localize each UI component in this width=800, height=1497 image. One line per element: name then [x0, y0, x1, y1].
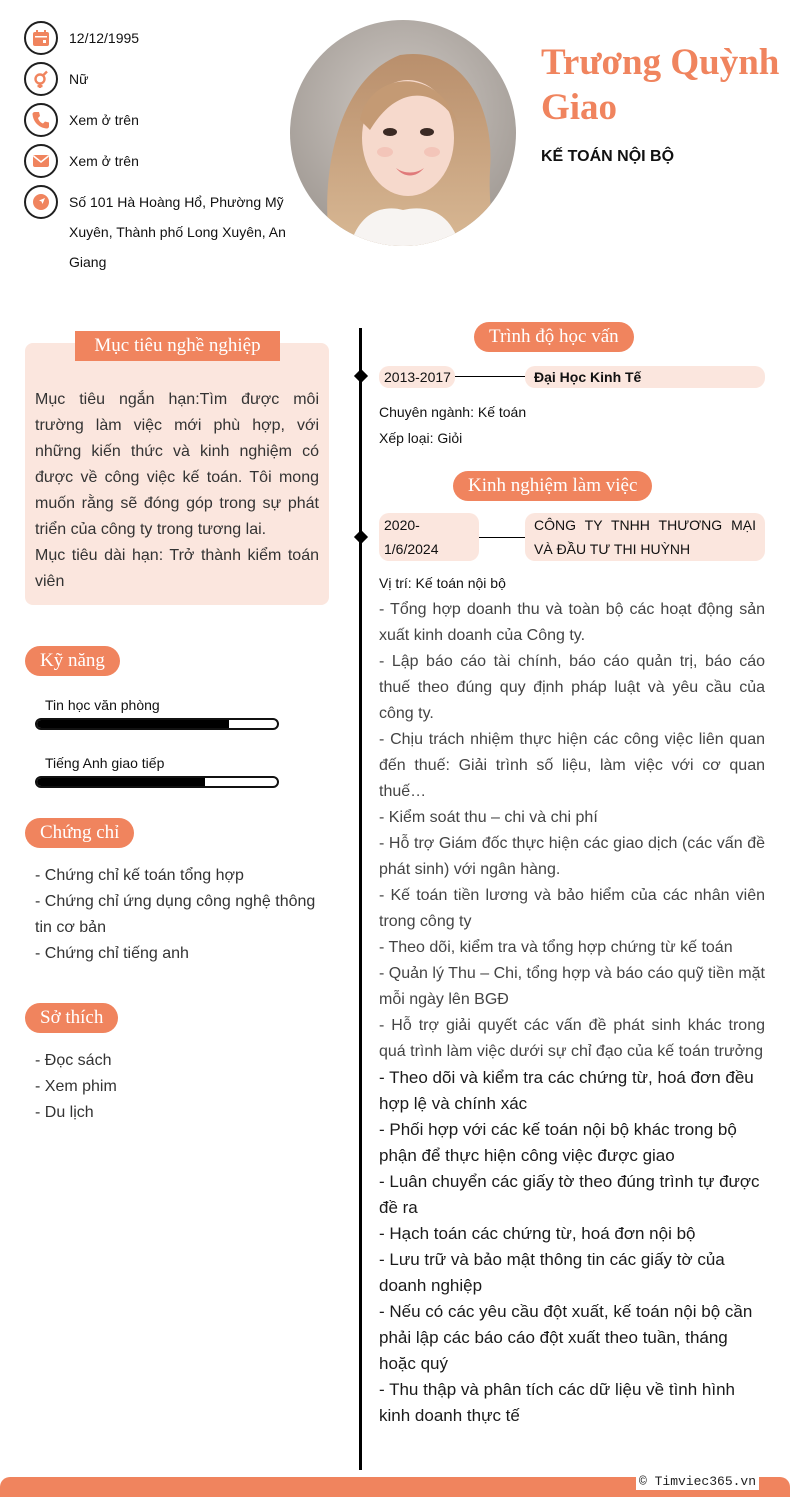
- contact-gender: [24, 62, 294, 96]
- contact-address: [24, 185, 294, 277]
- gender-text: Nữ: [69, 71, 89, 87]
- skill-label: Tin học văn phòng: [45, 697, 160, 713]
- job-title: KẾ TOÁN NỘI BỘ: [541, 148, 675, 165]
- duty-item: - Hạch toán các chứng từ, hoá đơn nội bộ: [379, 1224, 696, 1243]
- avatar: [290, 20, 516, 246]
- education-rank: Xếp loại: Giỏi: [379, 430, 463, 446]
- list-item: - Xem phim: [35, 1078, 117, 1095]
- calendar-icon: [24, 21, 58, 55]
- experience-role: Vị trí: Kế toán nội bộ: [379, 575, 506, 591]
- education-title: Trình độ học vấn: [474, 322, 634, 352]
- duty-item: - Hỗ trợ giải quyết các vấn đề phát sinh khác trong quá trình làm việc dưới sự chỉ đạo của kế toán trưởng: [379, 1017, 765, 1060]
- portrait-image: [290, 20, 516, 246]
- contact-birthday: [24, 21, 294, 55]
- experience-duties: [379, 597, 765, 1429]
- timeline-connector: [479, 537, 525, 538]
- list-item: - Chứng chỉ ứng dụng công nghệ thông tin cơ bản: [35, 893, 316, 936]
- location-icon: [24, 185, 58, 219]
- timeline-line: [359, 328, 362, 1470]
- skill-bar-fill: [37, 720, 229, 728]
- duty-item: - Thu thập và phân tích các dữ liệu về tình hình kinh doanh thực tế: [379, 1380, 736, 1425]
- list-item: - Du lịch: [35, 1104, 94, 1121]
- duty-item: - Tổng hợp doanh thu và toàn bộ các hoạt động sản xuất kinh doanh của Công ty.: [379, 601, 765, 644]
- objective-text: [35, 387, 319, 595]
- skills-title: Kỹ năng: [25, 646, 120, 676]
- objective-long-term: Mục tiêu dài hạn: Trở thành kiểm toán viên: [35, 547, 319, 590]
- phone-text: Xem ở trên: [69, 112, 139, 128]
- candidate-name: Trương Quỳnh Giao: [541, 42, 780, 128]
- certificates-title: Chứng chỉ: [25, 818, 134, 848]
- email-icon: [24, 144, 58, 178]
- footer-copyright: © Timviec365.vn: [636, 1474, 759, 1490]
- duty-item: - Lưu trữ và bảo mật thông tin các giấy tờ của doanh nghiệp: [379, 1250, 725, 1295]
- hobbies-title: Sở thích: [25, 1003, 118, 1033]
- skill-label: Tiếng Anh giao tiếp: [45, 755, 165, 771]
- experience-title: Kinh nghiệm làm việc: [453, 471, 652, 501]
- list-item: - Chứng chỉ tiếng anh: [35, 945, 189, 962]
- skill-bar: [35, 718, 279, 730]
- objective-title: Mục tiêu nghề nghiệp: [75, 331, 280, 361]
- birthday-text: 12/12/1995: [69, 30, 140, 46]
- timeline-marker: [354, 369, 368, 383]
- hobbies-list: [35, 1048, 325, 1126]
- education-period: 2013-2017: [379, 366, 455, 388]
- certificates-list: [35, 863, 325, 967]
- education-school: Đại Học Kinh Tế: [525, 366, 765, 388]
- experience-period-end: 1/6/2024: [384, 541, 439, 557]
- duty-item: - Nếu có các yêu cầu đột xuất, kế toán nội bộ cần phải lập các báo cáo đột xuất theo tuần, tháng hoặc quý: [379, 1302, 753, 1373]
- phone-icon: [24, 103, 58, 137]
- address-text: Số 101 Hà Hoàng Hổ, Phường Mỹ Xuyên, Thành phố Long Xuyên, An Giang: [69, 194, 286, 270]
- skill-bar: [35, 776, 279, 788]
- contact-email: [24, 144, 294, 178]
- gender-icon: [24, 62, 58, 96]
- skill-bar-fill: [37, 778, 205, 786]
- timeline-connector: [455, 376, 525, 377]
- duty-item: - Theo dõi, kiểm tra và tổng hợp chứng từ kế toán: [379, 939, 733, 956]
- education-major: Chuyên ngành: Kế toán: [379, 404, 527, 420]
- duty-item: - Luân chuyển các giấy tờ theo đúng trình tự được đề ra: [379, 1172, 760, 1217]
- duty-item: - Chịu trách nhiệm thực hiện các công việc liên quan đến thuế: Giải trình số liệu, làm việc với cơ quan thuế…: [379, 731, 765, 800]
- email-text: Xem ở trên: [69, 153, 139, 169]
- experience-period: [379, 513, 479, 561]
- duty-item: - Kiểm soát thu – chi và chi phí: [379, 809, 598, 826]
- contact-phone: [24, 103, 294, 137]
- timeline-marker: [354, 530, 368, 544]
- duty-item: - Theo dõi và kiểm tra các chứng từ, hoá đơn đều hợp lệ và chính xác: [379, 1068, 754, 1113]
- duty-item: - Quản lý Thu – Chi, tổng hợp và báo cáo quỹ tiền mặt mỗi ngày lên BGĐ: [379, 965, 765, 1008]
- experience-period-start: 2020-: [384, 517, 420, 533]
- list-item: - Đọc sách: [35, 1052, 112, 1069]
- experience-company: CÔNG TY TNHH THƯƠNG MẠI VÀ ĐẦU TƯ THI HUỲNH: [525, 513, 765, 561]
- objective-short-term: Mục tiêu ngắn hạn:Tìm được môi trường làm việc mới phù hợp, với những kiến thức và kinh nghiệm có được về công việc kế toán. Tôi mong muốn rằng sẽ đóng góp trong sự phát triển của công ty trong tương lai.: [35, 391, 319, 538]
- list-item: - Chứng chỉ kế toán tổng hợp: [35, 867, 244, 884]
- duty-item: - Kế toán tiền lương và bảo hiểm của các nhân viên trong công ty: [379, 887, 765, 930]
- duty-item: - Phối hợp với các kế toán nội bộ khác trong bộ phận để thực hiện công việc được giao: [379, 1120, 737, 1165]
- duty-item: - Hỗ trợ Giám đốc thực hiện các giao dịch (các vấn đề phát sinh) với ngân hàng.: [379, 835, 765, 878]
- duty-item: - Lập báo cáo tài chính, báo cáo quản trị, báo cáo thuế theo đúng quy định pháp luật và yêu cầu của công ty.: [379, 653, 765, 722]
